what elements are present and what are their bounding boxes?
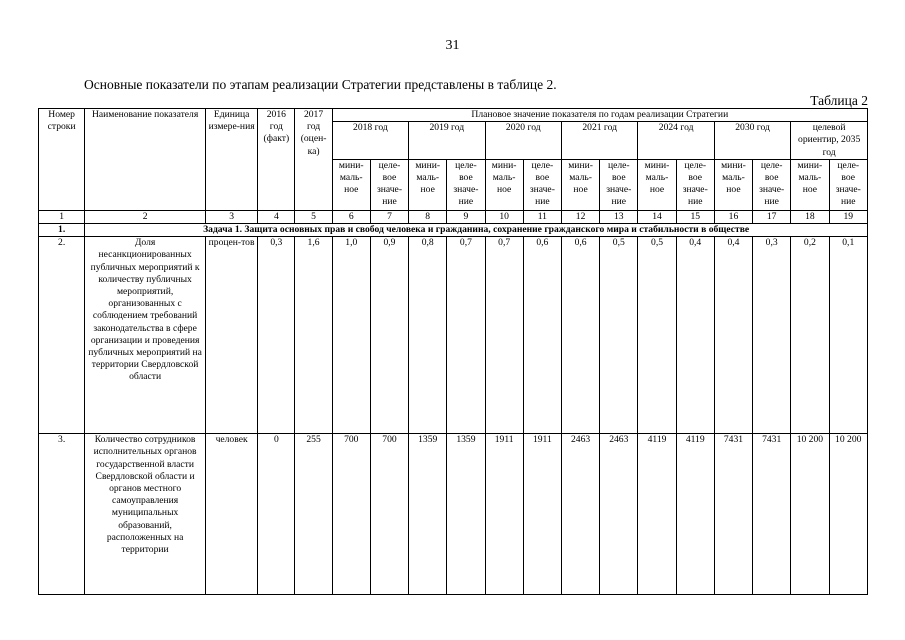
header-target: целе-вое значе-ние	[523, 159, 561, 210]
table-row	[39, 237, 868, 434]
value-cell: 1359	[409, 434, 447, 595]
header-2017: 2017 год (оцен-ка)	[295, 109, 332, 211]
value-cell: 0,9	[370, 237, 408, 434]
header-min: мини-маль-ное	[409, 159, 447, 210]
header-min: мини-маль-ное	[332, 159, 370, 210]
value-cell: 1359	[447, 434, 485, 595]
table-caption: Таблица 2	[810, 93, 868, 108]
header-name: Наименование показателя	[85, 109, 206, 211]
indicators-table	[38, 108, 868, 595]
header-target: целе-вое значе-ние	[370, 159, 408, 210]
value-cell: 10 200	[829, 434, 868, 595]
column-number: 14	[638, 210, 676, 223]
column-number: 4	[258, 210, 295, 223]
value-cell: 0,4	[714, 237, 752, 434]
value-cell: 0,1	[829, 237, 868, 434]
header-unit: Единица измере-ния	[205, 109, 257, 211]
column-number: 16	[714, 210, 752, 223]
indicator-name: Количество сотрудников исполнительных органов государственной власти Свердловской области и органов местного самоуправления муниципальных образований, расположенных на территории	[85, 434, 206, 595]
header-year: 2021 год	[561, 122, 637, 160]
header-target-2035: целевой ориентир, 2035 год	[791, 122, 868, 160]
header-min: мини-маль-ное	[561, 159, 599, 210]
value-cell: 0,5	[638, 237, 676, 434]
value-cell: 0,8	[409, 237, 447, 434]
value-cell: 1,6	[295, 237, 332, 434]
page-number: 31	[445, 38, 460, 53]
value-cell: 7431	[714, 434, 752, 595]
column-number: 3	[205, 210, 257, 223]
header-planned: Плановое значение показателя по годам реализации Стратегии	[332, 109, 867, 122]
value-cell: 1911	[485, 434, 523, 595]
header-year: 2030 год	[714, 122, 790, 160]
header-target: целе-вое значе-ние	[829, 159, 868, 210]
value-cell: 0	[258, 434, 295, 595]
column-number: 18	[791, 210, 829, 223]
value-cell: 1911	[523, 434, 561, 595]
column-number: 12	[561, 210, 599, 223]
header-min: мини-маль-ное	[638, 159, 676, 210]
header-row-no: Номер строки	[39, 109, 85, 211]
value-cell: 0,4	[676, 237, 714, 434]
value-cell: 10 200	[791, 434, 829, 595]
column-number: 1	[39, 210, 85, 223]
task-title: Задача 1. Защита основных прав и свобод человека и гражданина, сохранение гражданского мира и стабильности в обществе	[85, 224, 868, 237]
unit: человек	[205, 434, 257, 595]
intro-text: Основные показатели по этапам реализации Стратегии представлены в таблице 2.	[84, 77, 557, 92]
value-cell: 0,3	[258, 237, 295, 434]
value-cell: 700	[332, 434, 370, 595]
column-number: 13	[600, 210, 638, 223]
value-cell: 255	[295, 434, 332, 595]
header-year: 2024 год	[638, 122, 714, 160]
header-target: целе-вое значе-ние	[753, 159, 791, 210]
task-row	[39, 224, 868, 237]
header-year: 2019 год	[409, 122, 485, 160]
value-cell: 4119	[676, 434, 714, 595]
header-target: целе-вое значе-ние	[600, 159, 638, 210]
value-cell: 0,7	[447, 237, 485, 434]
table-row	[39, 434, 868, 595]
column-number: 11	[523, 210, 561, 223]
row-no: 2.	[39, 237, 85, 434]
indicator-name: Доля несанкционированных публичных мероприятий к количеству публичных мероприятий, организованных с соблюдением требований законодательства в сфере организации и проведения публичных мероприятий на территории Свердловской области	[85, 237, 206, 434]
value-cell: 0,6	[561, 237, 599, 434]
value-cell: 0,3	[753, 237, 791, 434]
value-cell: 0,2	[791, 237, 829, 434]
value-cell: 2463	[561, 434, 599, 595]
row-no: 3.	[39, 434, 85, 595]
column-numbers-row	[39, 210, 868, 223]
column-number: 6	[332, 210, 370, 223]
value-cell: 0,5	[600, 237, 638, 434]
header-target: целе-вое значе-ние	[676, 159, 714, 210]
column-number: 10	[485, 210, 523, 223]
column-number: 8	[409, 210, 447, 223]
header-year: 2020 год	[485, 122, 561, 160]
value-cell: 2463	[600, 434, 638, 595]
value-cell: 1,0	[332, 237, 370, 434]
task-row-no: 1.	[39, 224, 85, 237]
column-number: 9	[447, 210, 485, 223]
value-cell: 0,7	[485, 237, 523, 434]
value-cell: 7431	[753, 434, 791, 595]
unit: процен-тов	[205, 237, 257, 434]
column-number: 19	[829, 210, 868, 223]
header-min: мини-маль-ное	[485, 159, 523, 210]
header-target: целе-вое значе-ние	[447, 159, 485, 210]
column-number: 5	[295, 210, 332, 223]
column-number: 2	[85, 210, 206, 223]
column-number: 15	[676, 210, 714, 223]
header-min: мини-маль-ное	[714, 159, 752, 210]
value-cell: 4119	[638, 434, 676, 595]
header-year: 2018 год	[332, 122, 408, 160]
value-cell: 700	[370, 434, 408, 595]
header-min: мини-маль-ное	[791, 159, 829, 210]
header-2016: 2016 год (факт)	[258, 109, 295, 211]
column-number: 7	[370, 210, 408, 223]
column-number: 17	[753, 210, 791, 223]
value-cell: 0,6	[523, 237, 561, 434]
